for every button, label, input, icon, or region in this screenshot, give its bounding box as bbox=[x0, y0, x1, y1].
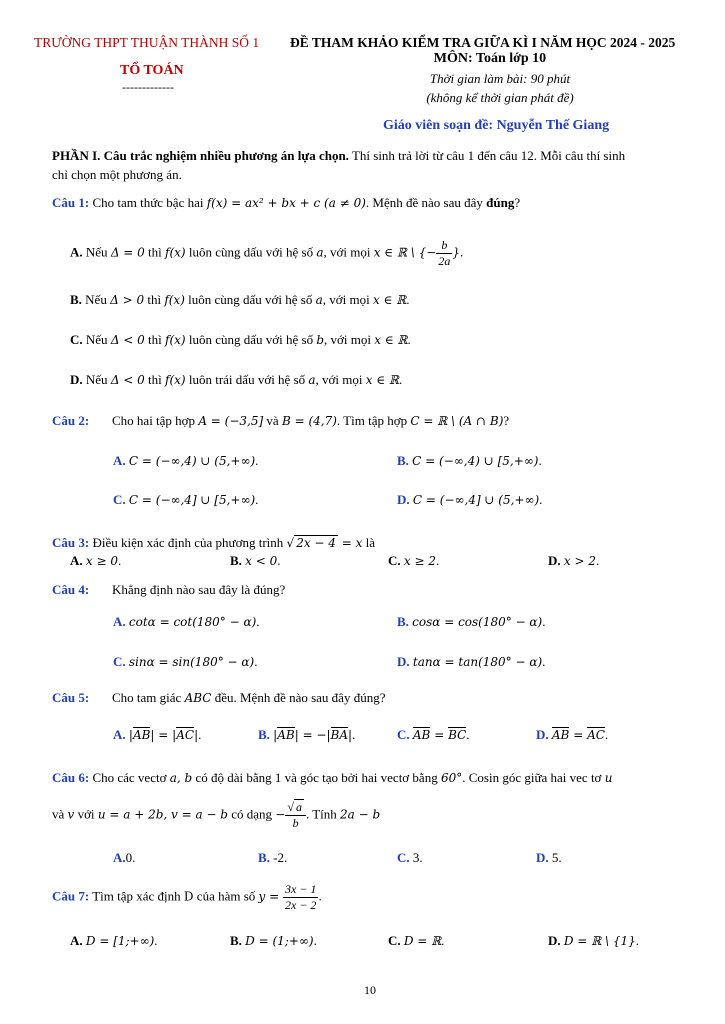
q3-option-d[interactable]: D. x > 2. bbox=[548, 553, 600, 568]
question-1 bbox=[52, 195, 520, 211]
q4-option-d[interactable]: D. tanα = tan(180° − α). bbox=[397, 654, 546, 669]
q7-option-b[interactable]: B. D = (1;+∞). bbox=[230, 933, 317, 948]
question-6-line2: và v với u = a + 2b, v = a − b có dạng − $\frac{√ a}{b}$ . Tính 2a − b bbox=[52, 800, 381, 830]
q7-option-a[interactable]: A. D = [1;+∞). bbox=[70, 933, 158, 948]
q1-a-cond: Δ = 0 bbox=[110, 245, 145, 260]
q6-vectors: a, b bbox=[169, 771, 193, 785]
subject: MÔN: Toán lớp 10 bbox=[433, 51, 547, 66]
q6-expression: 2a − b bbox=[340, 807, 381, 822]
q1-d-key: D. bbox=[70, 372, 83, 387]
q4-option-a[interactable]: A. cotα = cot(180° − α). bbox=[113, 614, 260, 629]
q5-label: Câu 5: bbox=[52, 690, 90, 705]
q1-a-coef: a bbox=[316, 245, 324, 260]
q5-option-a[interactable]: A. |AB| = |AC|. bbox=[113, 727, 202, 742]
q3-option-c[interactable]: C. x ≥ 2. bbox=[388, 553, 440, 568]
q1-label: Câu 1: bbox=[52, 195, 90, 210]
part1-text: Thí sinh trả lời từ câu 1 đến câu 12. Mỗi câu thí sinh bbox=[348, 148, 626, 163]
q1-a-dom: x ∈ ℝ \ { bbox=[373, 245, 427, 260]
q1-option-b[interactable]: B. Nếu Δ > 0 thì f(x) luôn cùng dấu với hệ số a, với mọi x ∈ ℝ. bbox=[70, 292, 410, 307]
q6-definitions: u = a + 2b, v = a − b bbox=[97, 807, 228, 822]
part1-text2: chỉ chọn một phương án. bbox=[52, 167, 182, 182]
q1-c-key: C. bbox=[70, 332, 83, 347]
q1-option-a[interactable]: A. Nếu Δ = 0 thì f(x) luôn cùng dấu với hệ số a, với mọi x ∈ ℝ \ {− $\frac{b}{2a}$ }. bbox=[70, 238, 464, 268]
q2-option-d[interactable]: D. C = (−∞,4] ∪ (5,+∞). bbox=[397, 492, 543, 507]
q7-option-c[interactable]: C. D = ℝ. bbox=[388, 933, 445, 948]
q1-end: ? bbox=[514, 195, 521, 210]
q1-tail: . Mệnh đề nào sau đây bbox=[365, 195, 487, 210]
page-number: 10 bbox=[364, 983, 376, 997]
q2-option-b[interactable]: B. C = (−∞,4) ∪ [5,+∞). bbox=[397, 453, 542, 468]
q4-option-c[interactable]: C. sinα = sin(180° − α). bbox=[113, 654, 258, 669]
q1-a-t3: luôn cùng dấu với hệ số bbox=[185, 244, 317, 260]
q2-set-a: A = (−3,5] bbox=[198, 414, 264, 428]
q5-option-b[interactable]: B. |AB| = −|BA|. bbox=[258, 727, 356, 742]
q3-label: Câu 3: bbox=[52, 535, 90, 550]
q1-formula: f(x) = ax² + bx + c (a ≠ 0) bbox=[206, 196, 366, 210]
teacher: Giáo viên soạn đề: Nguyễn Thế Giang bbox=[383, 118, 610, 133]
q7-fraction: $\frac{3x - 1}{2x - 2}$ bbox=[285, 882, 317, 912]
q5-option-c[interactable]: C. AB = BC. bbox=[397, 727, 470, 742]
q5-triangle: ABC bbox=[184, 691, 212, 705]
question-2: Câu 2: Cho hai tập hợp A = (−3,5] và B = (4,7). Tìm tập hợp C = ℝ \ (A ∩ B)? bbox=[52, 413, 510, 428]
school-name: TRƯỜNG THPT THUẬN THÀNH SỐ 1 bbox=[34, 35, 260, 50]
exam-title: ĐỀ THAM KHẢO KIỂM TRA GIỮA KÌ I NĂM HỌC 2024 - 2025 bbox=[290, 35, 676, 50]
q2-text: Cho hai tập hợp bbox=[112, 413, 199, 428]
time-note: (không kể thời gian phát đề) bbox=[426, 90, 574, 105]
q6-fraction: $\frac{√ a}{b}$ bbox=[285, 800, 306, 831]
q3-option-a[interactable]: A. x ≥ 0. bbox=[70, 553, 122, 568]
q1-b-key: B. bbox=[70, 292, 82, 307]
q6-option-c[interactable]: C. 3. bbox=[397, 850, 423, 865]
department: TỔ TOÁN bbox=[120, 63, 184, 78]
q4-label: Câu 4: bbox=[52, 582, 90, 597]
question-6: Câu 6: Cho các vectơ a, b có độ dài bằng 1 và góc tạo bởi hai vectơ bằng 60°. Cosin góc giữa hai vec tơ u bbox=[52, 770, 613, 785]
q6-option-a[interactable]: A.0. bbox=[113, 850, 136, 865]
q6-label: Câu 6: bbox=[52, 770, 90, 785]
q6-option-b[interactable]: B. -2. bbox=[258, 850, 288, 865]
q1-a-t2: thì bbox=[144, 244, 166, 260]
question-7: Câu 7: Tìm tập xác định D của hàm số y = $\frac{3x - 1}{2x - 2}$ . bbox=[52, 882, 322, 912]
question-3: Câu 3: Điều kiện xác định của phương trình √ 2x − 4 = x là bbox=[52, 535, 376, 550]
q2-label: Câu 2: bbox=[52, 413, 90, 428]
part1-instructions bbox=[52, 146, 702, 184]
q1-a-text: Nếu bbox=[82, 244, 111, 260]
question-5: Câu 5: Cho tam giác ABC đều. Mệnh đề nào sau đây đúng? bbox=[52, 690, 386, 705]
exam-time: Thời gian làm bài: 90 phút bbox=[429, 71, 571, 86]
q4-text: Khẳng định nào sau đây là đúng? bbox=[112, 582, 286, 597]
q1-option-d[interactable]: D. Nếu Δ < 0 thì f(x) luôn trái dấu với hệ số a, với mọi x ∈ ℝ. bbox=[70, 372, 403, 387]
q1-emphasis: đúng bbox=[486, 195, 515, 210]
q1-a-frac: $\frac{b}{2a}$ bbox=[438, 238, 451, 268]
q2-set-c: C = ℝ \ (A ∩ B) bbox=[410, 414, 504, 428]
q2-option-a[interactable]: A. C = (−∞,4) ∪ (5,+∞). bbox=[113, 453, 259, 468]
q1-a-t4: , với mọi bbox=[323, 244, 374, 260]
q6-option-d[interactable]: D. 5. bbox=[536, 850, 562, 865]
q1-a-close: } bbox=[452, 245, 460, 260]
q1-text: Cho tam thức bậc hai bbox=[89, 195, 207, 210]
q3-radicand: 2x − 4 bbox=[296, 536, 336, 550]
q3-option-b[interactable]: B. x < 0. bbox=[230, 553, 281, 568]
q2-option-c[interactable]: C. C = (−∞,4] ∪ [5,+∞). bbox=[113, 492, 259, 507]
q1-option-c[interactable]: C. Nếu Δ < 0 thì f(x) luôn cùng dấu với hệ số b, với mọi x ∈ ℝ. bbox=[70, 332, 411, 347]
department-underline: ------------- bbox=[122, 80, 174, 94]
q1-a-key: A. bbox=[70, 244, 83, 260]
question-4 bbox=[52, 582, 285, 598]
q1-a-fx: f(x) bbox=[165, 245, 186, 260]
q4-option-b[interactable]: B. cosα = cos(180° − α). bbox=[397, 614, 546, 629]
q7-option-d[interactable]: D. D = ℝ \ {1}. bbox=[548, 933, 639, 948]
q5-option-d[interactable]: D. AB = AC. bbox=[536, 727, 609, 742]
q7-label: Câu 7: bbox=[52, 888, 90, 904]
q2-set-b: B = (4,7) bbox=[281, 414, 337, 428]
part1-heading: PHẦN I. Câu trắc nghiệm nhiều phương án lựa chọn. bbox=[52, 148, 349, 163]
